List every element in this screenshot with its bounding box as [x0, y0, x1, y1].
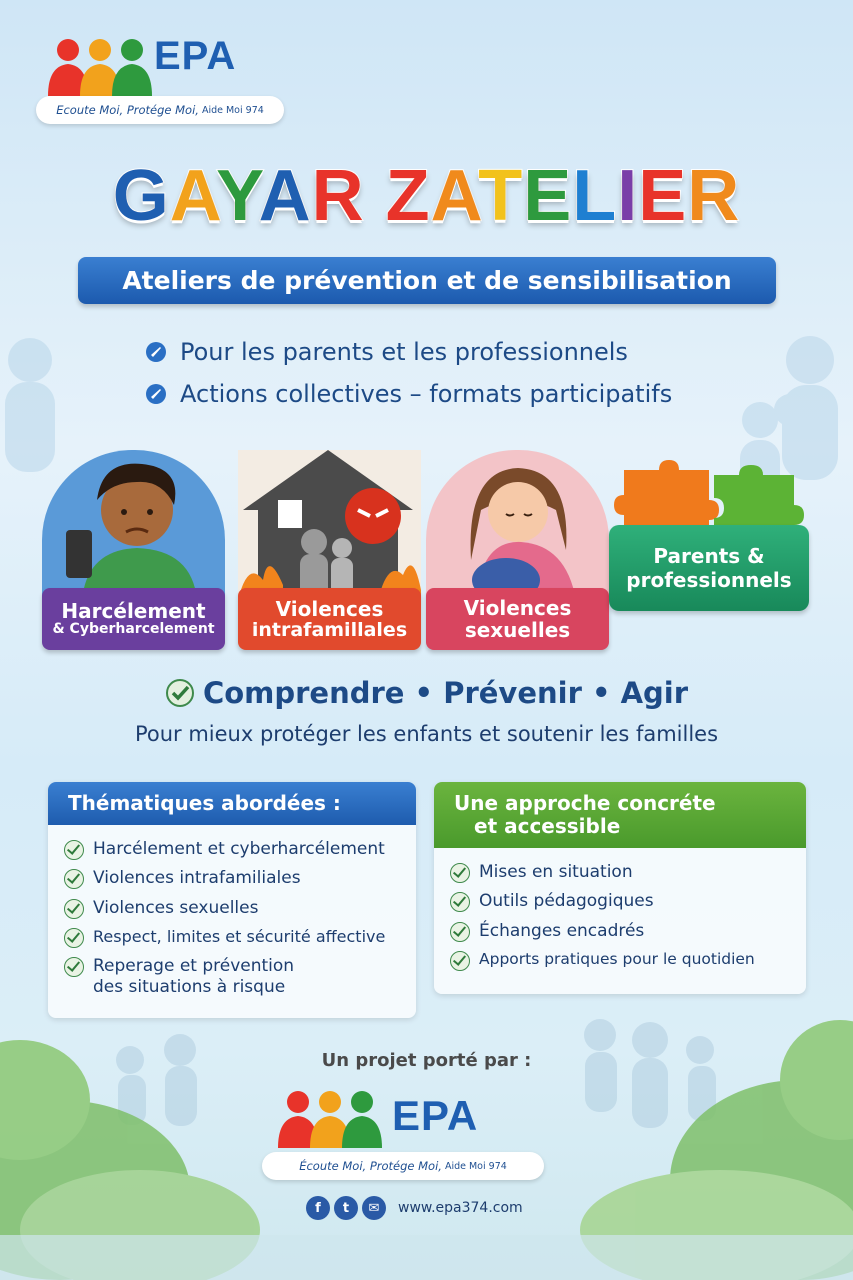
motto-subtitle: Pour mieux protéger les enfants et soutenir les familles — [134, 722, 719, 746]
epa-logo-bottom — [262, 1080, 562, 1180]
pin-icon — [144, 340, 168, 364]
word2-letter: L — [572, 156, 618, 236]
card-violences-sexuelles — [426, 450, 609, 650]
check-icon — [450, 892, 470, 912]
word1-letter: A — [169, 156, 217, 236]
list-item — [450, 921, 792, 942]
list-item — [450, 862, 792, 883]
card-harcelement — [42, 450, 225, 650]
list-item-text: Respect, limites et sécurité affective — [93, 926, 386, 946]
word2-letter: I — [617, 156, 639, 236]
themes-panel-title: Thématiques abordées : — [48, 782, 416, 825]
pin-icon — [144, 382, 168, 406]
epa-logo-top — [36, 28, 296, 128]
card-label — [238, 588, 421, 650]
word2-letter: T — [478, 156, 524, 236]
list-item-text: Reperage et prévention des situations à risque — [93, 955, 295, 997]
boy-illustration — [42, 450, 225, 600]
logo-tagline — [262, 1152, 544, 1180]
subtitle-banner: Ateliers de prévention et de sensibilisation — [78, 257, 776, 304]
logo-text: EPA — [154, 34, 237, 78]
check-icon — [64, 928, 84, 948]
logo-tagline — [36, 96, 284, 124]
partners-label — [609, 525, 809, 611]
check-icon — [450, 951, 470, 971]
logo-text: EPA — [392, 1092, 479, 1139]
facebook-icon[interactable]: f — [306, 1196, 330, 1220]
list-item-text: Échanges encadrés — [479, 920, 645, 941]
list-item-text: Apports pratiques pour le quotidien — [479, 949, 755, 968]
partners-line1: Parents & — [653, 544, 765, 568]
list-item-text: Outils pédagogiques — [479, 891, 654, 912]
page-title — [0, 156, 853, 236]
approach-panel-title — [434, 782, 806, 848]
house-illustration — [238, 450, 421, 600]
partners-line2: professionnels — [626, 568, 792, 592]
card-label-line2: & Cyberharcelement — [52, 621, 215, 638]
website-link[interactable]: www.epa374.com — [398, 1200, 523, 1216]
audience-text: Actions collectives – formats participatifs — [180, 380, 673, 408]
card-label-line1: Harcélement — [61, 599, 206, 624]
project-label: Un projet porté par : — [321, 1050, 532, 1071]
tagline-main: Écoute Moi, Protége Moi, — [299, 1159, 442, 1173]
list-item — [450, 891, 792, 912]
word1-letter: A — [258, 156, 312, 236]
tagline-main: Ecoute Moi, Protége Moi, — [56, 103, 199, 117]
word2-letter: A — [430, 156, 479, 236]
title-space — [365, 156, 386, 236]
word2-letter: Z — [385, 156, 431, 236]
list-item-text: Violences sexuelles — [93, 897, 259, 918]
list-item — [64, 868, 402, 889]
list-item-text: Harcélement et cyberharcélement — [93, 839, 385, 859]
check-circle-icon — [165, 678, 195, 708]
check-icon — [450, 863, 470, 883]
approach-title-line2: et accessible — [474, 814, 621, 838]
tagline-small: Aide Moi 974 — [201, 104, 264, 116]
card-label — [42, 588, 225, 650]
card-violences-intrafamiliales — [238, 450, 421, 650]
word1-letter: G — [112, 156, 170, 236]
approach-panel — [434, 782, 806, 994]
family-logo-icon — [274, 1088, 389, 1154]
email-icon[interactable]: ✉ — [362, 1196, 386, 1220]
list-item — [64, 956, 402, 999]
word2-letter: R — [687, 156, 741, 236]
audience-line-2 — [144, 380, 672, 408]
card-label-line1: Violences — [463, 596, 572, 620]
list-item — [64, 839, 402, 860]
motto-text: Comprendre • Prévenir • Agir — [202, 676, 689, 710]
girl-illustration — [426, 450, 609, 600]
card-label-line2: sexuelles — [464, 618, 571, 642]
word1-letter: R — [311, 156, 365, 236]
audience-line-1 — [144, 338, 628, 366]
family-logo-icon — [44, 36, 159, 102]
audience-text: Pour les parents et les professionnels — [180, 338, 628, 366]
themes-list — [48, 825, 416, 1016]
themes-panel — [48, 782, 416, 1018]
card-label-line1: Violences — [275, 596, 384, 621]
twitter-icon[interactable]: t — [334, 1196, 358, 1220]
card-label — [426, 588, 609, 650]
word1-letter: Y — [216, 156, 259, 236]
motto — [0, 676, 853, 710]
check-icon — [64, 957, 84, 977]
list-item — [64, 927, 402, 948]
check-icon — [64, 899, 84, 919]
word2-letter: E — [638, 156, 688, 236]
approach-list — [434, 848, 806, 989]
check-icon — [64, 869, 84, 889]
list-item — [64, 898, 402, 919]
list-item — [450, 950, 792, 971]
list-item-text: Violences intrafamiliales — [93, 868, 301, 889]
list-item-text: Mises en situation — [479, 862, 633, 882]
tagline-small: Aide Moi 974 — [444, 1160, 507, 1172]
word2-letter: E — [523, 156, 573, 236]
check-icon — [64, 840, 84, 860]
approach-title-line1: Une approche concréte — [454, 791, 716, 815]
card-label-line2: intrafamillales — [251, 618, 408, 641]
check-icon — [450, 922, 470, 942]
social-links — [306, 1196, 523, 1220]
